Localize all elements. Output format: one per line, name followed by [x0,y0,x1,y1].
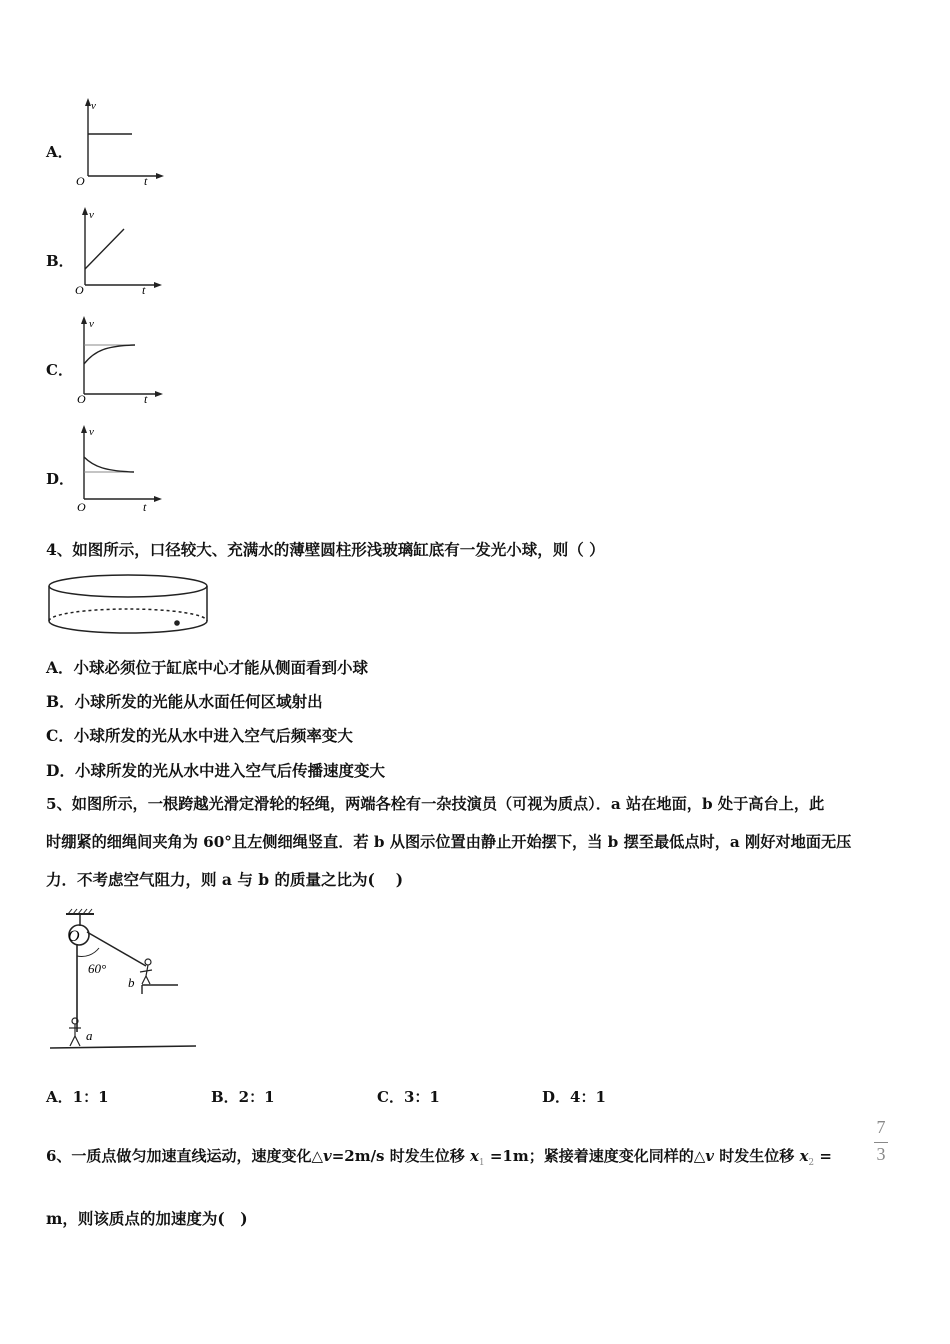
q5-stem-line3: 力．不考虑空气阻力，则 a 与 b 的质量之比为( ) [46,870,404,889]
q4-option-a: A．小球必须位于缸底中心才能从侧面看到小球 [46,658,369,677]
q4-stem: 4、如图所示，口径较大、充满水的薄壁圆柱形浅玻璃缸底有一发光小球，则（ ） [46,540,605,559]
graph-d-v-label: v [89,426,94,438]
q4-option-d: D．小球所发的光从水中进入空气后传播速度变大 [46,761,385,780]
pulley-figure [46,906,206,1056]
q4-option-b: B．小球所发的光能从水面任何区域射出 [46,692,323,711]
q5-option-c: C．3：1 [377,1088,440,1106]
glass-tank-figure [46,570,216,638]
pulley-o-label: O [68,928,80,945]
fraction-denominator: 3 [876,1144,886,1164]
angle-label: 60° [88,961,107,976]
q5-option-a: A．1：1 [46,1088,109,1106]
q5-option-d: D．4：1 [542,1088,606,1106]
graph-d [72,423,162,515]
option-a-label: A． [46,143,73,161]
fraction-bar [874,1142,888,1143]
q4-option-c: C．小球所发的光从水中进入空气后频率变大 [46,726,353,745]
option-b-label: B． [46,252,74,270]
graph-b-t-label: t [142,283,146,297]
graph-c-v-label: v [89,318,94,330]
q6-stem-line2: m，则该质点的加速度为( ) [46,1209,248,1228]
performer-a-label: a [86,1028,93,1043]
fraction-numerator: 7 [876,1117,886,1137]
graph-c-origin-label: O [77,392,86,406]
glowing-ball [174,620,180,626]
graph-b-v-label: v [89,209,94,221]
graph-a-t-label: t [144,174,148,188]
q5-option-b: B．2：1 [211,1088,275,1106]
graph-a [74,96,164,188]
graph-b [72,205,162,297]
graph-a-origin-label: O [76,174,85,188]
q5-stem-line1: 5、如图所示，一根跨越光滑定滑轮的轻绳，两端各栓有一杂技演员（可视为质点）．a 站在地面，b 处于高台上，此 [46,795,825,813]
graph-b-origin-label: O [75,283,84,297]
graph-c-t-label: t [144,392,148,406]
graph-d-t-label: t [143,500,147,514]
graph-d-origin-label: O [77,500,86,514]
q6-stem-line1: 6、一质点做匀加速直线运动，速度变化△v=2m/s 时发生位移 $x_1 =1m$；紧接着速度变化同样的△v 时发生位移 $x_2$ = [46,1147,832,1168]
performer-b-label: b [128,975,135,990]
option-d-label: D． [46,470,75,488]
q5-stem-line2: 时绷紧的细绳间夹角为 60°且左侧细绳竖直．若 b 从图示位置由静止开始摆下，当 b 摆至最低点时，a 刚好对地面无压 [46,833,852,851]
graph-c [73,314,163,406]
graph-a-v-label: v [91,100,96,112]
option-c-label: C． [46,361,73,379]
